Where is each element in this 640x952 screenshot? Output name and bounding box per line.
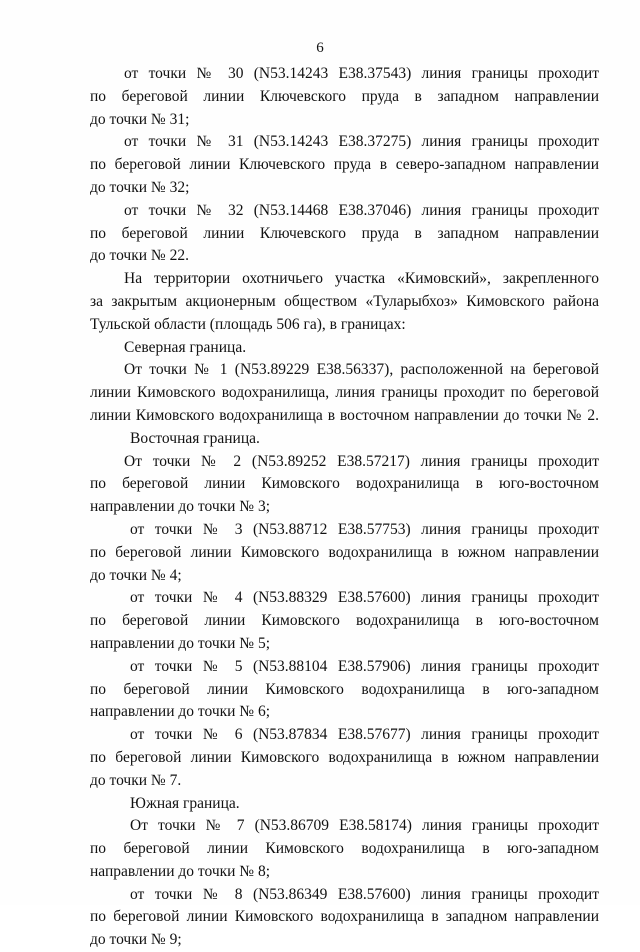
text-line: по береговой линии Кимовского водохранилища в юго-восточном xyxy=(90,612,599,630)
document-body xyxy=(90,63,599,952)
text-line: направлении до точки № 5; xyxy=(90,634,271,652)
text-line: по береговой линии Ключевского пруда в западном направлении xyxy=(90,224,599,242)
text-line: от точки № 31 (N53.14243 E38.37275) линия границы проходит xyxy=(124,133,599,151)
text-line: до точки № 4; xyxy=(90,566,182,584)
page-number: 6 xyxy=(316,40,324,56)
text-line: по береговой линии Кимовского водохранилища в южном направлении xyxy=(90,748,599,766)
text-line: линии Кимовского водохранилища, линия границы проходит по береговой xyxy=(90,384,599,402)
text-line: от точки № 3 (N53.88712 E38.57753) линия границы проходит xyxy=(130,520,599,538)
paragraph-point-32 xyxy=(90,200,599,268)
text-line: по береговой линии Кимовского водохранилища в юго-западном xyxy=(90,680,599,698)
text-line: до точки № 22. xyxy=(90,247,189,265)
text-line: по береговой линии Кимовского водохранилища в юго-западном xyxy=(90,840,599,858)
text-line: от точки № 4 (N53.88329 E38.57600) линия границы проходит xyxy=(130,589,599,607)
paragraph-point-4 xyxy=(90,587,599,655)
section-heading: Восточная граница. xyxy=(130,429,260,447)
paragraph-point-30 xyxy=(90,63,599,131)
paragraph-kimovsky-intro xyxy=(90,268,599,336)
text-line: От точки № 2 (N53.89252 E38.57217) линия границы проходит xyxy=(124,452,599,470)
paragraph-point-2 xyxy=(90,451,599,519)
text-line: за закрытым акционерным обществом «Туларыбхоз» Кимовского района xyxy=(90,292,599,310)
section-heading: Южная граница. xyxy=(130,794,240,812)
paragraph-point-8 xyxy=(90,884,599,952)
heading-east-border xyxy=(90,428,599,451)
text-line: до точки № 32; xyxy=(90,178,190,196)
text-line: по береговой линии Ключевского пруда в западном направлении xyxy=(90,87,599,105)
heading-north-border xyxy=(90,337,599,360)
text-line: линии Кимовского водохранилища в восточном направлении до точки № 2. xyxy=(90,406,599,424)
text-line: направлении до точки № 6; xyxy=(90,703,271,721)
text-line: От точки № 1 (N53.89229 E38.56337), расположенной на береговой xyxy=(124,361,599,379)
text-line: направлении до точки № 8; xyxy=(90,862,271,880)
text-line: до точки № 7. xyxy=(90,771,182,789)
paragraph-point-31 xyxy=(90,131,599,199)
text-line: до точки № 31; xyxy=(90,110,190,128)
text-line: по береговой линии Кимовского водохранилища в западном направлении xyxy=(90,908,599,926)
text-line: от точки № 32 (N53.14468 E38.37046) линия границы проходит xyxy=(124,201,599,219)
section-heading: Северная граница. xyxy=(124,338,247,356)
text-line: по береговой линии Кимовского водохранилища в юго-восточном xyxy=(90,475,599,493)
paragraph-point-1 xyxy=(90,359,599,427)
text-line: по береговой линии Ключевского пруда в северо-западном направлении xyxy=(90,156,599,174)
text-line: от точки № 5 (N53.88104 E38.57906) линия границы проходит xyxy=(130,657,599,675)
text-line: от точки № 30 (N53.14243 E38.37543) линия границы проходит xyxy=(124,65,599,82)
paragraph-point-3 xyxy=(90,519,599,587)
heading-south-border xyxy=(90,793,599,816)
paragraph-point-5 xyxy=(90,656,599,724)
text-line: От точки № 7 (N53.86709 E38.58174) линия границы проходит xyxy=(130,817,599,835)
text-line: от точки № 6 (N53.87834 E38.57677) линия границы проходит xyxy=(130,726,599,744)
text-line: от точки № 8 (N53.86349 E38.57600) линия границы проходит xyxy=(130,885,599,903)
text-line: по береговой линии Кимовского водохранилища в южном направлении xyxy=(90,543,599,561)
text-line: На территории охотничьего участка «Кимовский», закрепленного xyxy=(124,270,599,288)
text-line: направлении до точки № 3; xyxy=(90,498,271,516)
text-line: до точки № 9; xyxy=(90,931,182,949)
text-line: Тульской области (площадь 506 га), в границах: xyxy=(90,315,406,333)
paragraph-point-6 xyxy=(90,724,599,792)
paragraph-point-7 xyxy=(90,815,599,883)
